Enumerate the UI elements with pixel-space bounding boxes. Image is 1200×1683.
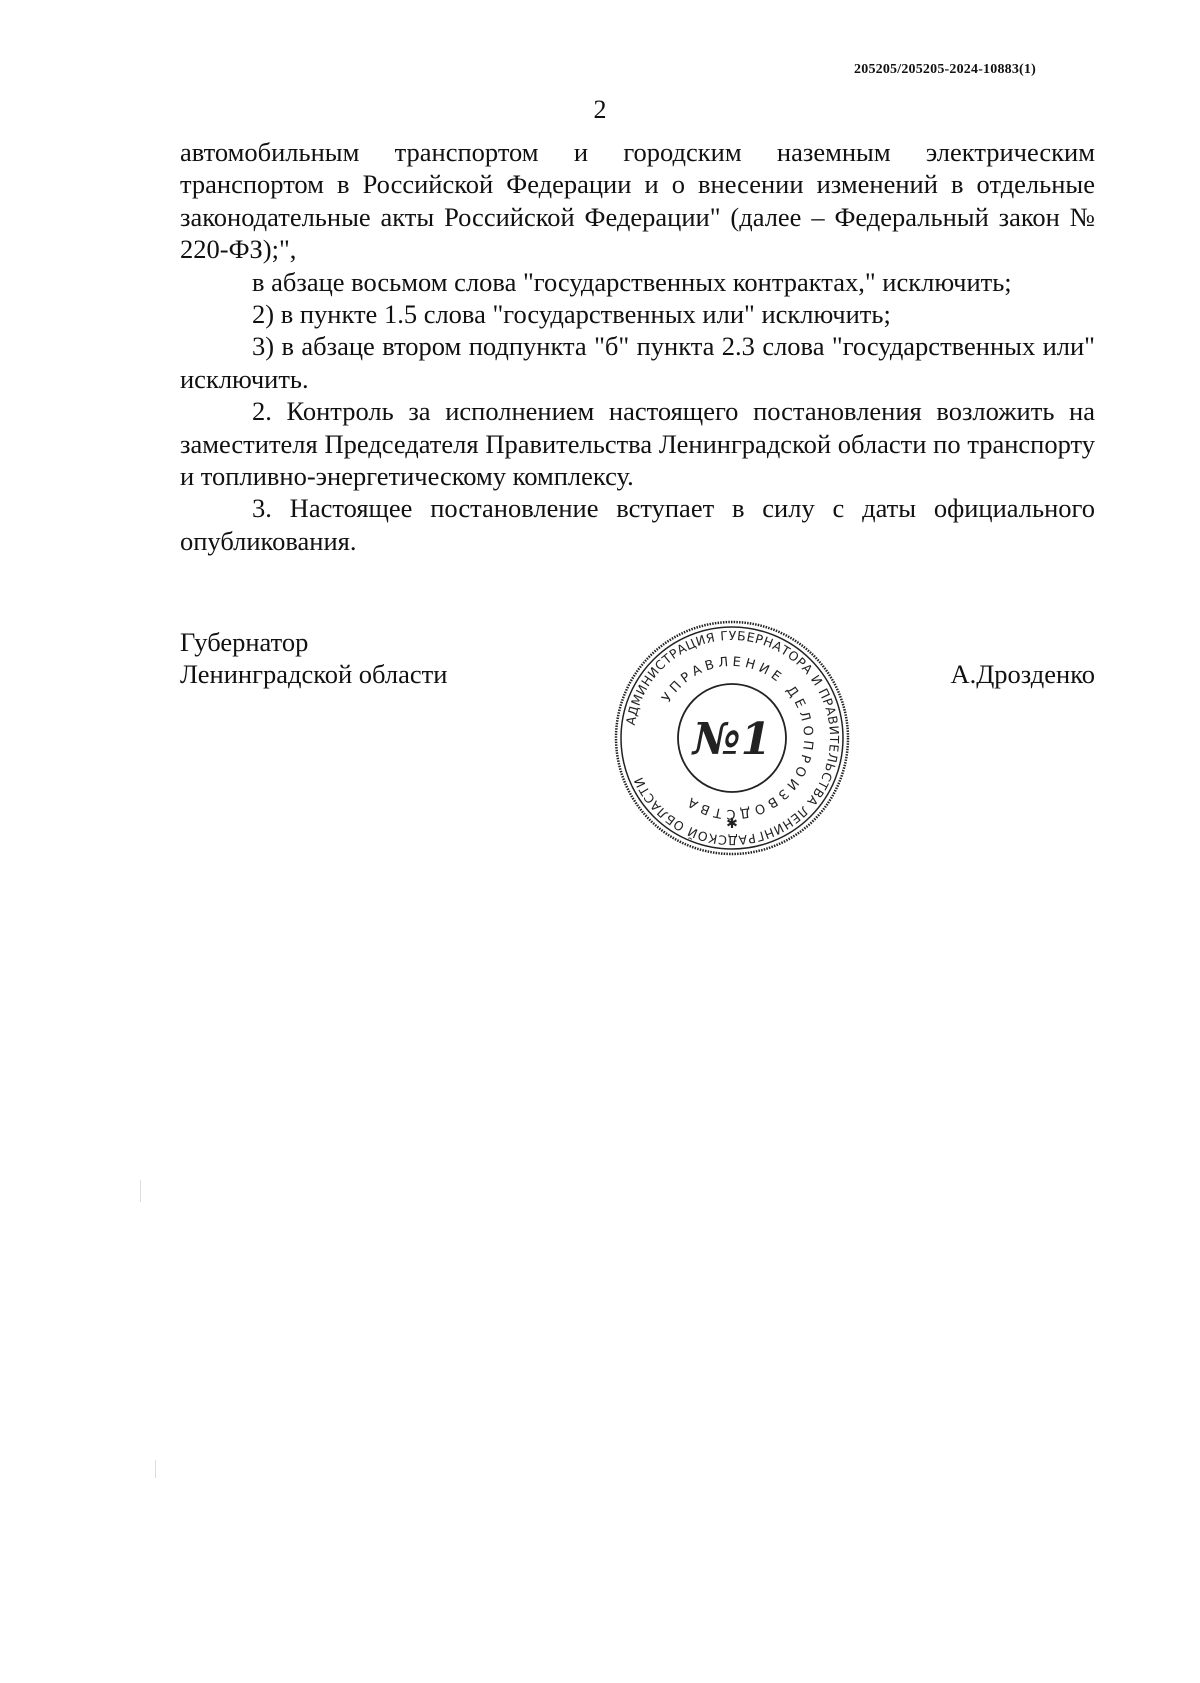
signatory-title-line-2: Ленинградской области <box>180 659 448 689</box>
signatory-title <box>180 626 447 690</box>
stamp-outer-text-path: АДМИНИСТРАЦИЯ ГУБЕРНАТОРА И ПРАВИТЕЛЬСТВА ЛЕНИНГРАДСКОЙ ОБЛАСТИ <box>622 627 843 849</box>
paragraph-3: 2) в пункте 1.5 слова "государственных или" исключить; <box>252 299 891 330</box>
stamp-center-number: №1 <box>692 714 772 765</box>
scan-artifact-mark-1 <box>140 1180 141 1202</box>
official-stamp <box>612 618 852 858</box>
document-id: 205205/205205-2024-10883(1) <box>854 62 1036 77</box>
paragraph-6: 3. Настоящее постановление вступает в силу с даты официального опубликования. <box>180 493 1095 556</box>
document-body <box>180 136 1095 557</box>
page-number: 2 <box>593 95 607 124</box>
signatory-title-line-1: Губернатор <box>180 627 309 657</box>
signatory-name: А.Дрозденко <box>950 659 1095 689</box>
paragraph-2: в абзаце восьмом слова "государственных контрактах," исключить; <box>252 266 1012 297</box>
paragraph-1: автомобильным транспортом и городским наземным электрическим транспортом в Российской Федерации и о внесении изменений в отдельные законодательные акты Российской Федерации" (далее – Федеральный закон № 220-ФЗ);", <box>180 137 1095 265</box>
paragraph-5: 2. Контроль за исполнением настоящего постановления возложить на заместителя Председателя Правительства Ленинградской области по транспорту и топливно-энергетическому комплексу. <box>180 396 1095 492</box>
stamp-inner-text-path: УПРАВЛЕНИЕ ДЕЛОПРОИЗВОДСТВА <box>659 654 816 822</box>
scan-artifact-mark-2 <box>155 1460 156 1478</box>
stamp-star-icon: ✱ <box>726 816 738 832</box>
paragraph-4: 3) в абзаце втором подпункта "б" пункта 2.3 слова "государственных или" исключить. <box>180 331 1095 394</box>
